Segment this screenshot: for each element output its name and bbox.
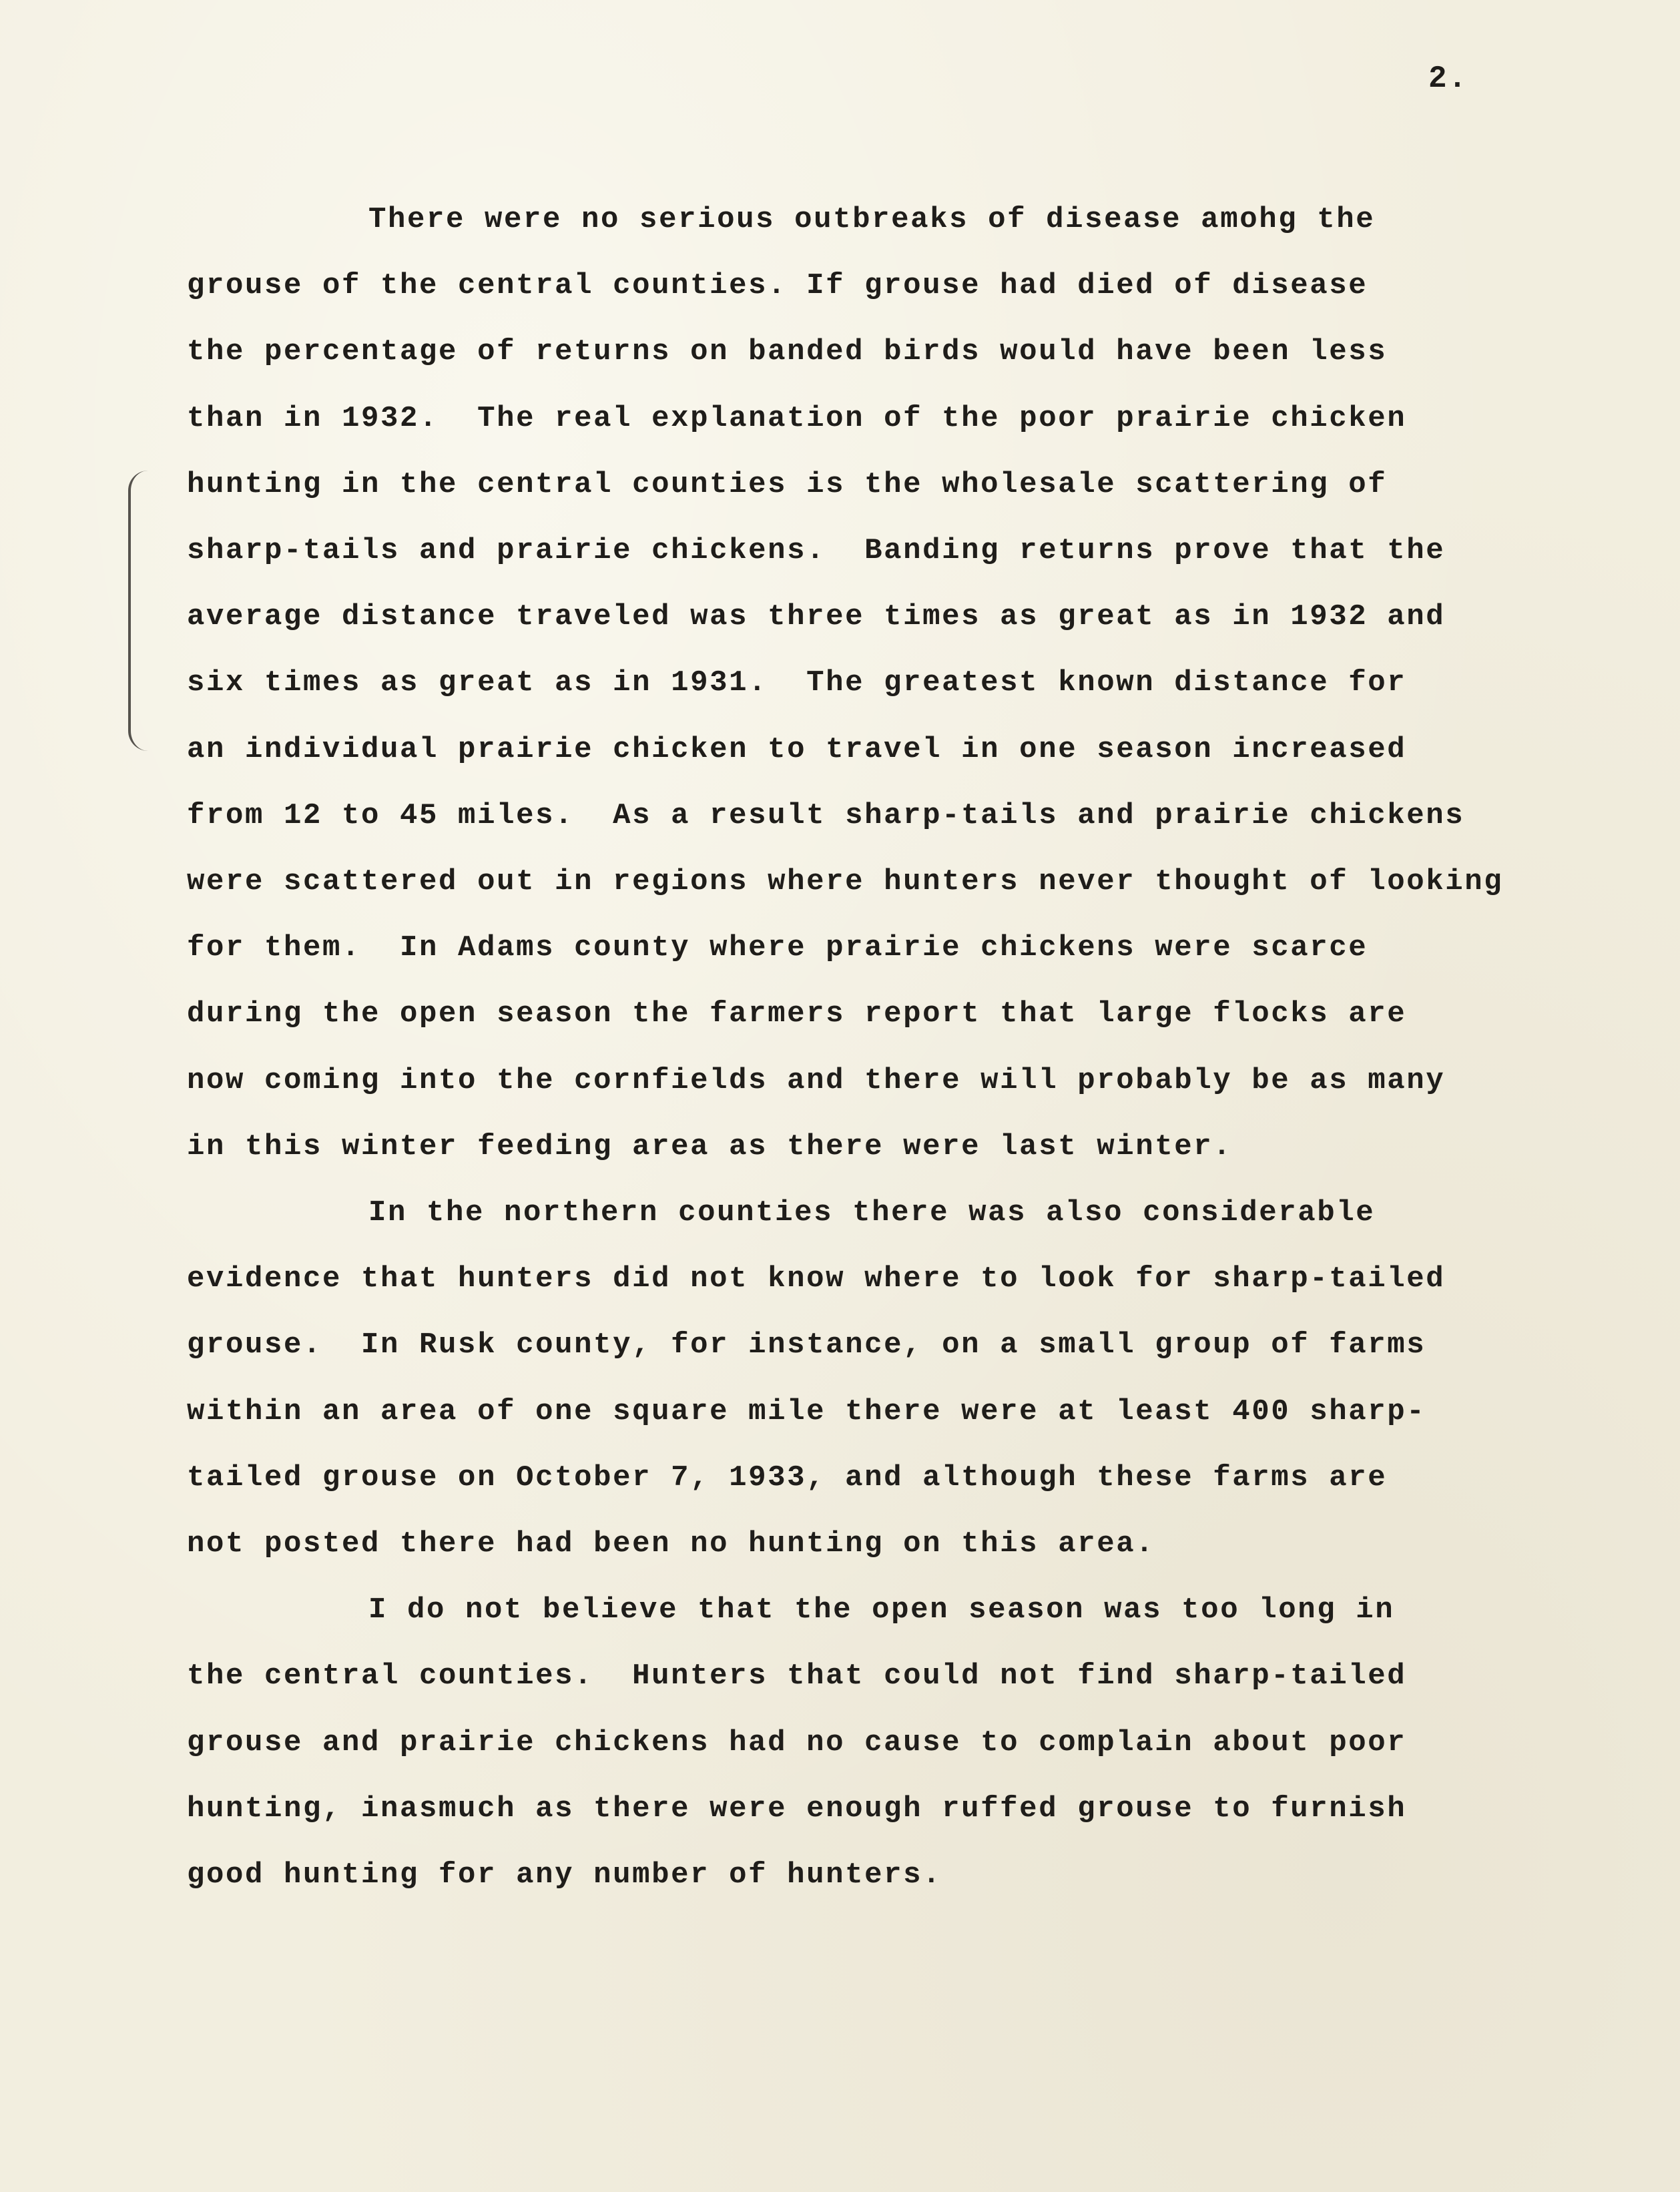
paragraph-3 — [187, 1577, 1562, 1908]
text-line: sharp-tails and prairie chickens. Banding returns prove that the — [187, 534, 1446, 568]
text-line: from 12 to 45 miles. As a result sharp-tails and prairie chickens — [187, 798, 1465, 832]
paragraph-2 — [187, 1180, 1562, 1577]
text-line: hunting, inasmuch as there were enough ruffed grouse to furnish — [187, 1792, 1407, 1826]
text-line: now coming into the cornfields and there will probably be as many — [187, 1063, 1446, 1097]
paragraph-1 — [187, 187, 1562, 1180]
text-line: not posted there had been no hunting on this area. — [187, 1527, 1155, 1561]
text-line: in this winter feeding area as there were last winter. — [187, 1129, 1233, 1163]
text-line: an individual prairie chicken to travel in one season increased — [187, 732, 1407, 766]
text-line: grouse. In Rusk county, for instance, on a small group of farms — [187, 1328, 1426, 1362]
text-line: grouse of the central counties. If grouse had died of disease — [187, 269, 1368, 303]
page-number: 2. — [1428, 61, 1468, 96]
text-line: the central counties. Hunters that could not find sharp-tailed — [187, 1659, 1407, 1693]
text-line: grouse and prairie chickens had no cause to complain about poor — [187, 1725, 1407, 1759]
text-line: In the northern counties there was also considerable — [368, 1196, 1376, 1230]
text-line: six times as great as in 1931. The greatest known distance for — [187, 666, 1407, 700]
text-line: There were no serious outbreaks of disease amohg the — [368, 203, 1376, 236]
text-line: good hunting for any number of hunters. — [187, 1858, 942, 1892]
text-line: evidence that hunters did not know where to look for sharp-tailed — [187, 1262, 1446, 1296]
margin-bracket-mark — [128, 471, 148, 751]
text-line: I do not believe that the open season was too long in — [368, 1593, 1395, 1627]
text-line: average distance traveled was three times as great as in 1932 and — [187, 600, 1446, 634]
text-line: tailed grouse on October 7, 1933, and although these farms are — [187, 1460, 1388, 1494]
text-line: were scattered out in regions where hunters never thought of looking — [187, 865, 1504, 899]
text-line: during the open season the farmers report that large flocks are — [187, 997, 1407, 1031]
text-line: hunting in the central counties is the wholesale scattering of — [187, 467, 1388, 501]
text-line: the percentage of returns on banded birds would have been less — [187, 335, 1388, 369]
text-line: for them. In Adams county where prairie chickens were scarce — [187, 931, 1368, 965]
text-line: within an area of one square mile there were at least 400 sharp- — [187, 1394, 1426, 1428]
body-text — [187, 187, 1562, 1908]
text-line: than in 1932. The real explanation of the poor prairie chicken — [187, 401, 1407, 435]
